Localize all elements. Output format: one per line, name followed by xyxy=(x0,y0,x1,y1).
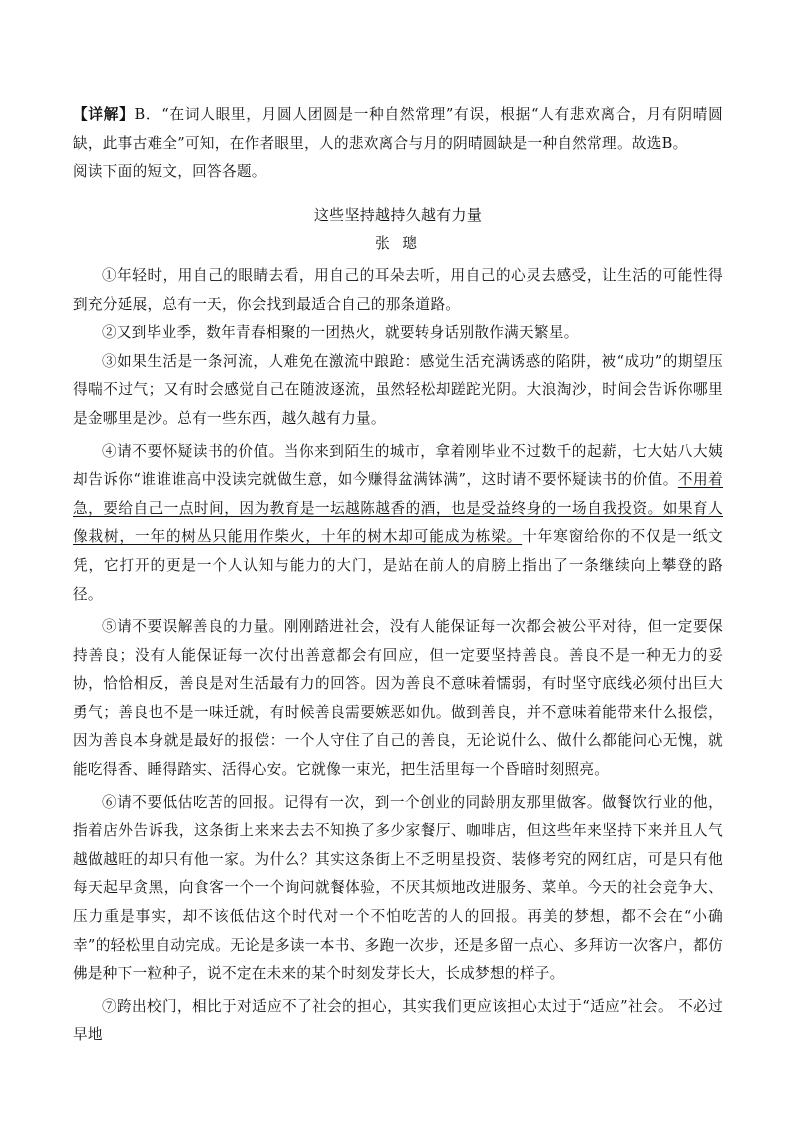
paragraph-3: ③如果生活是一条河流，人难免在激流中踉跄：感觉生活充满诱惑的陷阱，被“成功”的期望压得喘不过气；又有时会感觉自己在随波逐流，虽然轻松却蹉跎光阴。大浪淘沙，时间会告诉你哪里是金哪里是沙。总有一些东西，越久越有力量。 xyxy=(73,352,723,427)
detail-label: 【详解】 xyxy=(73,106,135,123)
paragraph-1: ①年轻时，用自己的眼睛去看，用自己的耳朵去听，用自己的心灵去感受，让生活的可能性得到充分延展，总有一天，你会找到最适合自己的那条道路。 xyxy=(73,266,723,313)
paragraph-5: ⑤请不要误解善良的力量。刚刚踏进社会，没有人能保证每一次都会被公平对待，但一定要保持善良；没有人能保证每一次付出善意都会有回应，但一定要坚持善良。善良不是一种无力的妥协，恰恰相反，善良是对生活最有力的回答。因为善良不意味着懦弱，有时坚守底线必须付出巨大勇气；善良也不是一味迁就，有时候善良需要嫉恶如仇。做到善良，并不意味着能带来什么报偿，因为善良本身就是最好的报偿：一个人守住了自己的善良，无论说什么、做什么都能问心无愧，就能吃得香、睡得踏实、活得心安。它就像一束光，把生活里每一个昏暗时刻照亮。 xyxy=(73,618,723,779)
article-title: 这些坚持越持久越有力量 xyxy=(313,205,483,224)
paragraph-6: ⑥请不要低估吃苦的回报。记得有一次，到一个创业的同龄朋友那里做客。做餐饮行业的他，指着店外告诉我，这条街上来来去去不知换了多少家餐厅、咖啡店，但这些年来坚持下来并且人气越做越旺的却只有他一家。为什么？其实这条街上不乏明星投资、装修考究的网红店，可是只有他每天起早贪黑，向食客一个一个询问就餐体验，不厌其烦地改进服务、菜单。今天的社会竞争大、压力重是事实，却不该低估这个时代对一个不怕吃苦的人的回报。再美的梦想，都不会在“小确幸”的轻松里自动完成。无论是多读一本书、多跑一次步，还是多留一点心、多拜访一次客户，都仿佛是种下一粒种子，说不定在未来的某个时刻发芽长大，长成梦想的样子。 xyxy=(73,793,723,983)
reading-instruction: 阅读下面的短文，回答各题。 xyxy=(73,163,267,181)
detail-text: B．“在词人眼里，月圆人团圆是一种自然常理”有误，根据“人有悲欢离合，月有阴晴圆缺，此事古难全”可知，在作者眼里，人的悲欢离合与月的阴晴圆缺是一种自然常理。故选B。 xyxy=(73,106,723,152)
answer-explanation xyxy=(73,101,723,158)
paragraph-7: ⑦跨出校门，相比于对适应不了社会的担心，其实我们更应该担心太过于“适应”社会。 不必过早地 xyxy=(73,997,723,1044)
paragraph-4-end: 十年寒窗给你的不仅是一纸文凭，它打开的更是一个人认知与能力的大门，是站在前人的肩膀上指出了一条继续向上攀登的路径。 xyxy=(73,528,723,603)
article-author: 张 璁 xyxy=(375,235,421,253)
paragraph-4-start: ④请不要怀疑读书的价值。当你来到陌生的城市，拿着刚毕业不过数千的起薪，七大姑八大姨却告诉你“谁谁谁高中没读完就做生意，如今赚得盆满钵满”，这时请不要怀疑读书的价值。 xyxy=(73,442,723,489)
paragraph-4 xyxy=(73,438,723,610)
document-page xyxy=(73,101,723,1050)
paragraph-2: ②又到毕业季，数年青春相聚的一团热火，就要转身话别散作满天繁星。 xyxy=(102,324,579,342)
underlined-sentence: 不用着急，要给自己一点时间，因为教育是一坛越陈越香的酒，也是受益终身的一场自我投资。如果育人像栽树，一年的树丛只能用作柴火，十年的树木却可能成为栋梁。 xyxy=(73,471,723,546)
